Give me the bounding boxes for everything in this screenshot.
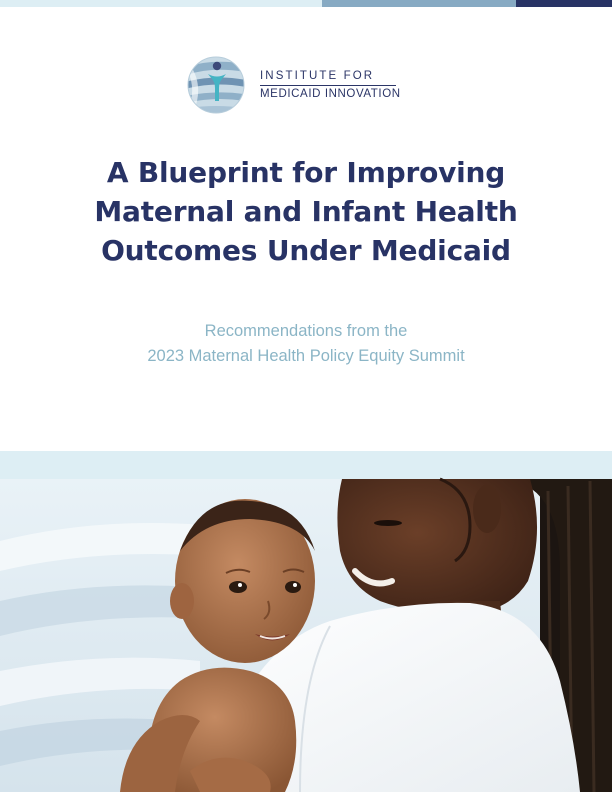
globe-with-figure-icon (186, 55, 246, 115)
stripe-light (0, 0, 322, 7)
title-line-3: Outcomes Under Medicaid (101, 234, 511, 267)
stripe-mid (322, 0, 516, 7)
page-subtitle (40, 319, 572, 369)
logo-wordmark (260, 70, 420, 101)
page-title (40, 153, 572, 270)
mother-holding-infant-photo (0, 451, 612, 792)
logo-line-2: MEDICAID INNOVATION (260, 88, 401, 101)
institute-logo (186, 55, 416, 119)
subtitle-line-2: 2023 Maternal Health Policy Equity Summit (147, 347, 465, 365)
title-line-2: Maternal and Infant Health (94, 195, 518, 228)
cover-photo (0, 451, 612, 792)
stripe-dark (516, 0, 612, 7)
title-line-1: A Blueprint for Improving (106, 156, 506, 189)
top-color-stripe (0, 0, 612, 7)
logo-divider (260, 85, 396, 86)
subtitle-line-1: Recommendations from the (204, 322, 408, 340)
logo-line-1: INSTITUTE FOR (260, 70, 375, 82)
